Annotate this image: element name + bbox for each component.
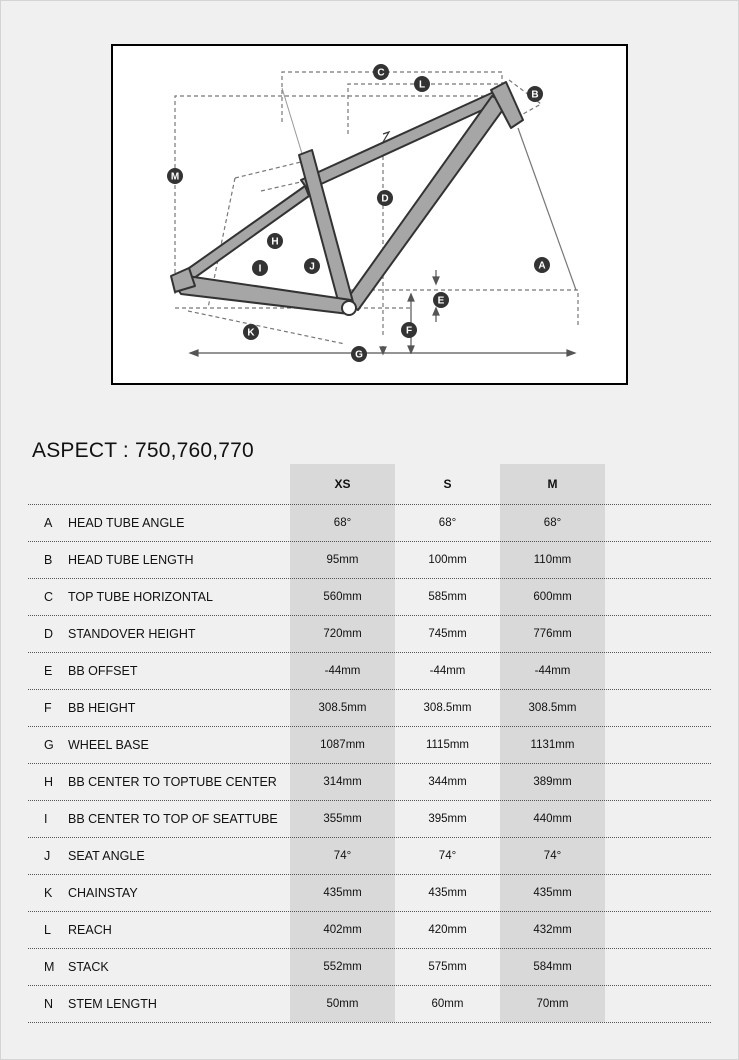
marker-l (414, 76, 430, 92)
svg-text:K: K (247, 327, 255, 339)
value-xs: 95mm (326, 554, 359, 566)
svg-text:E: E (437, 295, 445, 307)
row-label: STACK (68, 960, 109, 974)
value-s: 344mm (428, 776, 467, 788)
value-m: 435mm (533, 887, 572, 899)
marker-b (527, 86, 543, 102)
value-xs: 50mm (326, 998, 359, 1010)
svg-text:M: M (170, 171, 180, 183)
row-label: CHAINSTAY (68, 886, 138, 900)
value-s: 745mm (428, 628, 467, 640)
value-m: 70mm (536, 998, 569, 1010)
value-xs: -44mm (324, 665, 361, 677)
value-s: -44mm (429, 665, 466, 677)
value-m: 308.5mm (528, 702, 577, 714)
value-m: 600mm (533, 591, 572, 603)
value-xs: 402mm (323, 924, 362, 936)
table-row (28, 838, 711, 875)
svg-text:H: H (271, 236, 279, 248)
marker-i (252, 260, 268, 276)
svg-text:J: J (309, 261, 315, 273)
value-s: 585mm (428, 591, 467, 603)
row-letter: B (44, 553, 53, 567)
row-label: HEAD TUBE LENGTH (68, 553, 194, 567)
marker-f (401, 322, 417, 338)
value-xs: 435mm (323, 887, 362, 899)
svg-text:L: L (418, 79, 426, 91)
row-label: BB OFFSET (68, 664, 138, 678)
row-label: REACH (68, 923, 112, 937)
row-letter: L (44, 923, 51, 937)
value-xs: 1087mm (320, 739, 365, 751)
table-row (28, 875, 711, 912)
row-letter: D (44, 627, 54, 641)
value-s: 420mm (428, 924, 467, 936)
row-letter: F (44, 701, 52, 715)
value-s: 60mm (431, 998, 464, 1010)
row-label: BB CENTER TO TOP OF SEATTUBE (68, 812, 278, 826)
value-s: 435mm (428, 887, 467, 899)
bottom-bracket (342, 301, 356, 315)
marker-g (351, 346, 367, 362)
table-row (28, 912, 711, 949)
value-s: 1115mm (425, 739, 470, 751)
spec-title: ASPECT : 750,760,770 (32, 439, 254, 462)
row-label: HEAD TUBE ANGLE (68, 516, 185, 530)
value-xs: 308.5mm (318, 702, 367, 714)
row-letter: C (44, 590, 54, 604)
row-label: SEAT ANGLE (68, 849, 145, 863)
svg-text:F: F (405, 325, 413, 337)
table-row (28, 727, 711, 764)
value-m: 440mm (533, 813, 572, 825)
svg-text:C: C (377, 67, 385, 79)
marker-h (267, 233, 283, 249)
value-m: 110mm (533, 554, 572, 566)
row-label: BB HEIGHT (68, 701, 136, 715)
row-label: STANDOVER HEIGHT (68, 627, 196, 641)
table-row (28, 949, 711, 986)
value-xs: 74° (333, 850, 352, 862)
geometry-diagram (111, 44, 628, 385)
value-xs: 355mm (323, 813, 362, 825)
svg-text:D: D (381, 193, 389, 205)
row-letter: E (44, 664, 53, 678)
value-m: 68° (543, 517, 562, 529)
table-row (28, 505, 711, 542)
column-header-m: M (547, 477, 558, 491)
value-m: 389mm (533, 776, 572, 788)
value-m: 432mm (533, 924, 572, 936)
table-row (28, 616, 711, 653)
svg-text:I: I (258, 263, 262, 275)
geometry-table (28, 464, 711, 1023)
frame (171, 79, 523, 314)
row-letter: H (44, 775, 54, 789)
value-s: 395mm (428, 813, 467, 825)
table-row (28, 653, 711, 690)
value-xs: 314mm (323, 776, 362, 788)
row-letter: A (44, 516, 53, 530)
table-row (28, 542, 711, 579)
value-xs: 720mm (323, 628, 362, 640)
row-label: TOP TUBE HORIZONTAL (68, 590, 213, 604)
row-letter: K (44, 886, 53, 900)
value-m: -44mm (534, 665, 571, 677)
value-s: 575mm (428, 961, 467, 973)
table-row (28, 764, 711, 801)
row-label: BB CENTER TO TOPTUBE CENTER (68, 775, 277, 789)
row-letter: N (44, 997, 54, 1011)
svg-text:B: B (531, 89, 539, 101)
value-m: 776mm (533, 628, 572, 640)
svg-text:A: A (538, 260, 546, 272)
table-row (28, 690, 711, 727)
row-letter: J (44, 849, 51, 863)
table-row (28, 579, 711, 616)
value-m: 584mm (533, 961, 572, 973)
value-xs: 552mm (323, 961, 362, 973)
column-header-s: S (443, 477, 452, 491)
value-s: 68° (438, 517, 457, 529)
marker-e (433, 292, 449, 308)
row-letter: I (44, 812, 48, 826)
row-label: STEM LENGTH (68, 997, 157, 1011)
marker-k (243, 324, 259, 340)
table-header (28, 464, 711, 505)
value-s: 100mm (428, 554, 467, 566)
marker-j (304, 258, 320, 274)
row-letter: M (44, 960, 55, 974)
column-header-xs: XS (334, 477, 351, 491)
bike-frame-drawing (113, 46, 626, 383)
svg-text:G: G (355, 349, 363, 361)
value-m: 1131mm (530, 739, 575, 751)
value-m: 74° (543, 850, 562, 862)
row-letter: G (44, 738, 54, 752)
value-xs: 68° (333, 517, 352, 529)
value-s: 74° (438, 850, 457, 862)
row-label: WHEEL BASE (68, 738, 149, 752)
table-row (28, 801, 711, 838)
marker-c (373, 64, 389, 80)
marker-a (534, 257, 550, 273)
table-row (28, 986, 711, 1023)
value-xs: 560mm (323, 591, 362, 603)
value-s: 308.5mm (423, 702, 472, 714)
marker-d (377, 190, 393, 206)
marker-m (167, 168, 183, 184)
